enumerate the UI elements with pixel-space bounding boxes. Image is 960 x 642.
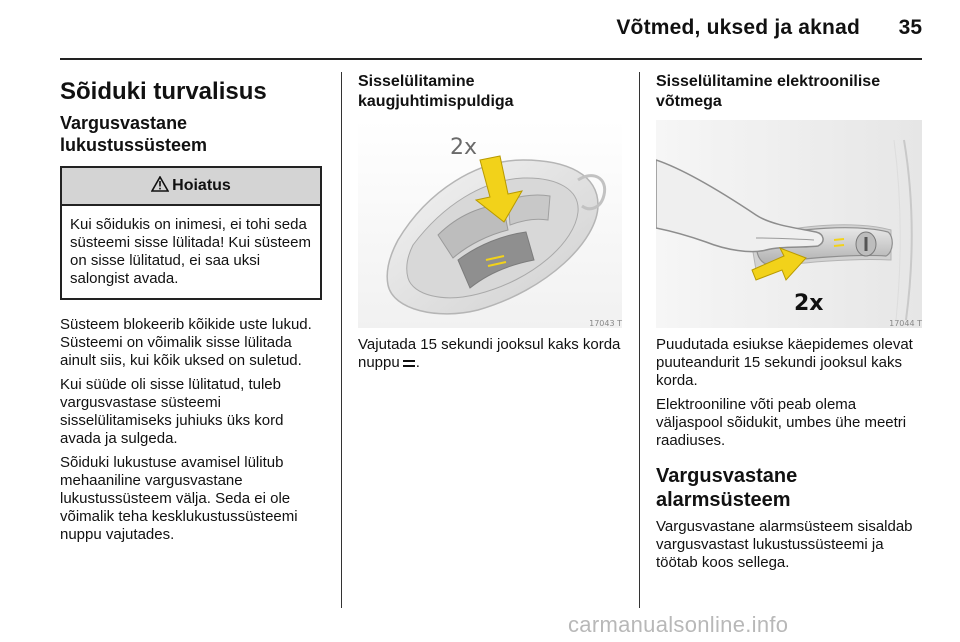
alarm-paragraph: Vargusvastane alarmsüsteem sisaldab vargusvastast lukustussüsteemi ja töötab koos sellega.: [656, 518, 913, 571]
figure-label: 2x: [450, 135, 478, 160]
instruction-end: .: [415, 354, 420, 371]
paragraph-1: Süsteem blokeerib kõikide uste lukud. Süsteemi on võimalik sisse lülitada ainult siis, kui kõik uksed on suletud.: [60, 316, 312, 369]
page-number: 35: [898, 16, 922, 39]
paragraph-2: Kui süüde oli sisse lülitatud, tuleb vargusvastase süsteemi sisselülitamiseks juhiuks üks kord avada ja sulgeda.: [60, 376, 284, 447]
subtitle-line-2: lukustussüsteem: [60, 135, 208, 155]
header-rule: [60, 58, 922, 60]
figure-number: 17043 T: [589, 319, 622, 328]
warning-triangle-icon: [151, 176, 169, 197]
figure-number: 17044 T: [889, 319, 922, 328]
column-middle: [358, 72, 622, 378]
figure-label: 2x: [794, 291, 824, 316]
instruction-text: Vajutada 15 sekundi jooksul kaks korda nuppu: [358, 336, 621, 371]
paragraph-1: Puudutada esiukse käepidemes olevat puuteandurit 15 sekundi jooksul kaks korda.: [656, 336, 913, 389]
figure-remote-key: [358, 120, 622, 328]
figure-door-handle: [656, 120, 922, 328]
page-header-title: Võtmed, uksed ja aknad: [616, 16, 860, 39]
warning-header: [62, 168, 320, 206]
column-separator-2: [639, 72, 640, 608]
subtitle-remote-activation: [358, 72, 622, 112]
lock-button-symbol-icon: [403, 360, 415, 367]
paragraph-2: Elektrooniline võti peab olema väljaspool sõidukit, umbes ühe meetri raadiuses.: [656, 396, 907, 449]
subtitle-electronic-key-activation: [656, 72, 922, 112]
subtitle-line-1: Sisselülitamine: [358, 73, 475, 90]
subtitle-line-2: võtmega: [656, 93, 722, 110]
subtitle-line-1: Sisselülitamine elektroonilise: [656, 73, 881, 90]
warning-heading: Hoiatus: [172, 177, 231, 194]
instruction-paragraph: [358, 336, 622, 372]
subtitle-anti-theft-lock: [60, 112, 324, 156]
paragraph-3: Sõiduki lukustuse avamisel lülitub mehaaniline vargusvastane lukustussüsteem välja. Seda ei ole võimalik teha kesklukustussüsteemi nuppu vajutades.: [60, 454, 298, 543]
warning-body: Kui sõidukis on inimesi, ei tohi seda süsteemi sisse lülitada! Kui süsteem on sisse lülitatud, ei saa uksi salongist avada.: [70, 216, 311, 287]
remote-key-illustration: [358, 120, 622, 328]
column-left: [60, 72, 324, 550]
watermark: carmanualsonline.info: [568, 612, 789, 637]
column-separator-1: [341, 72, 342, 608]
door-handle-illustration: [656, 120, 922, 328]
warning-box: [60, 166, 322, 300]
subtitle-line-1: Vargusvastane: [60, 113, 188, 133]
subtitle-line-2: kaugjuhtimispuldiga: [358, 93, 514, 110]
section-title-vehicle-security: Sõiduki turvalisus: [60, 78, 267, 105]
column-right: [656, 72, 922, 578]
section-title-alarm-system: Vargusvastane alarmsüsteem: [656, 465, 798, 511]
